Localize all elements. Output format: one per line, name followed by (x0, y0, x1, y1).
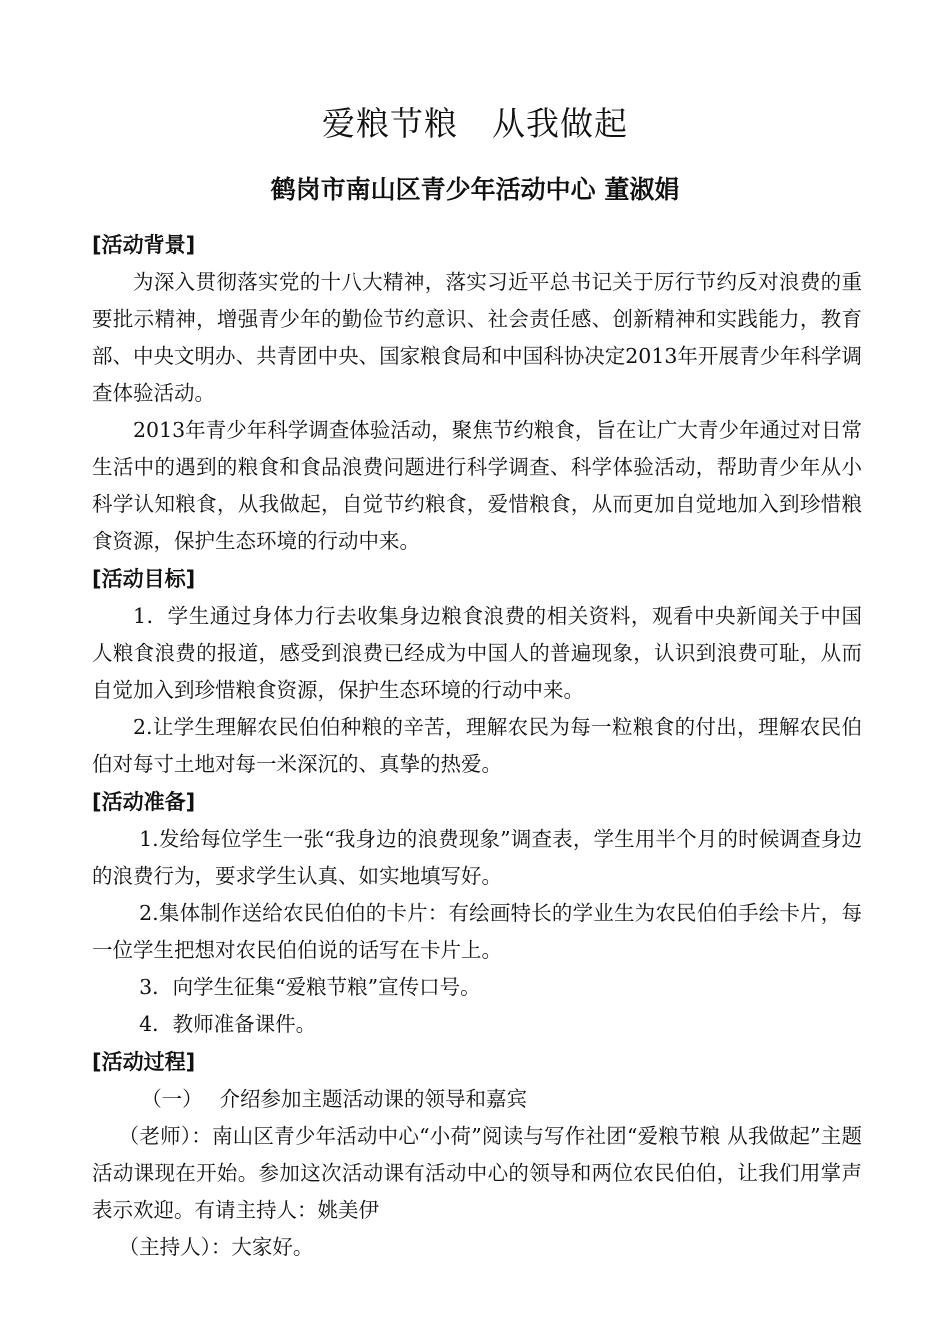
background-paragraph-1: 为深入贯彻落实党的十八大精神，落实习近平总书记关于厉行节约反对浪费的重要批示精神，增强青少年的勤俭节约意识、社会责任感、创新精神和实践能力，教育部、中央文明办、共青团中央、国家粮食局和中国科协决定2013年开展青少年科学调查体验活动。 (92, 270, 862, 405)
preparation-item-1: 1.发给每位学生一张“我身边的浪费现象”调查表，学生用半个月的时候调查身边的浪费行为，要求学生认真、如实地填写好。 (92, 827, 862, 888)
process-host-line: （主持人）：大家好。 (118, 1235, 314, 1259)
preparation-item-3: 3．向学生征集“爱粮节粮”宣传口号。 (139, 975, 481, 999)
document-title: 爱粮节粮 从我做起 (322, 104, 628, 143)
document-body (92, 226, 862, 1266)
section-heading-process: [活动过程] (92, 1050, 196, 1074)
preparation-item-4: 4．教师准备课件。 (139, 1012, 317, 1036)
process-step-1: （一） 介绍参加主题活动课的领导和嘉宾 (141, 1087, 527, 1111)
section-heading-background: [活动背景] (92, 233, 196, 257)
document-author: 鹤岗市南山区青少年活动中心 董淑娟 (270, 175, 680, 204)
section-heading-preparation: [活动准备] (92, 790, 196, 814)
goals-paragraph-2: 2.让学生理解农民伯伯种粮的辛苦，理解农民为每一粒粮食的付出，理解农民伯伯对每寸土地对每一米深沉的、真挚的热爱。 (92, 715, 862, 776)
background-paragraph-2: 2013年青少年科学调查体验活动，聚焦节约粮食，旨在让广大青少年通过对日常生活中的遇到的粮食和食品浪费问题进行科学调查、科学体验活动，帮助青少年从小科学认知粮食，从我做起，自觉节约粮食，爱惜粮食，从而更加自觉地加入到珍惜粮食资源，保护生态环境的行动中来。 (92, 418, 862, 553)
process-teacher-line: （老师）：南山区青少年活动中心“小荷”阅读与写作社团“爱粮节粮 从我做起”主题活动课现在开始。参加这次活动课有活动中心的领导和两位农民伯伯，让我们用掌声表示欢迎。有请主持人：姚美伊 (92, 1124, 862, 1222)
preparation-item-2: 2.集体制作送给农民伯伯的卡片：有绘画特长的学业生为农民伯伯手绘卡片，每一位学生把想对农民伯伯说的话写在卡片上。 (92, 901, 862, 962)
goals-paragraph-1: 1．学生通过身体力行去收集身边粮食浪费的相关资料，观看中央新闻关于中国人粮食浪费的报道，感受到浪费已经成为中国人的普遍现象，认识到浪费可耻，从而自觉加入到珍惜粮食资源，保护生态环境的行动中来。 (92, 604, 862, 702)
section-heading-goals: [活动目标] (92, 567, 196, 591)
